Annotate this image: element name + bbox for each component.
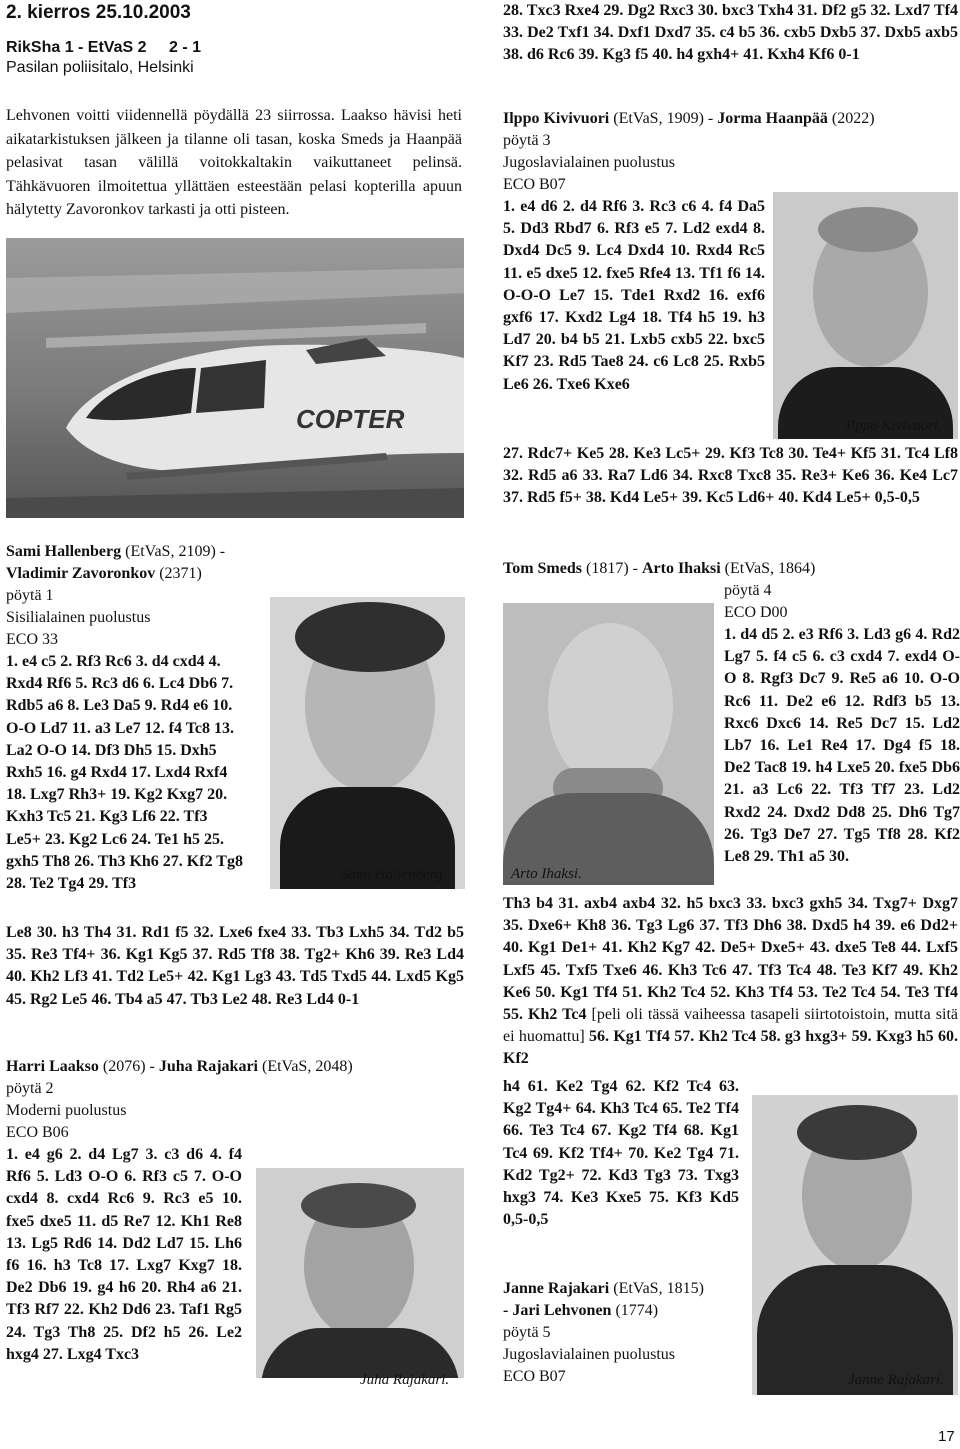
game1-eco: ECO 33 — [6, 631, 58, 648]
game4-players — [503, 558, 958, 580]
game5-board: pöytä 5 — [503, 1324, 551, 1341]
kivivuori-photo — [773, 192, 958, 439]
game3-players — [503, 108, 958, 130]
game4-moves-continued — [503, 893, 958, 1071]
game2-eco: ECO B06 — [6, 1124, 69, 1141]
game3-white: Ilppo Kivivuori — [503, 110, 610, 127]
hallenberg-photo — [270, 597, 465, 889]
game3-board: pöytä 3 — [503, 132, 551, 149]
page-header — [6, 0, 466, 78]
kivivuori-caption: Ilppo Kivivuori. — [846, 418, 942, 434]
rajakari-photo — [256, 1168, 464, 1378]
match-line — [6, 38, 466, 58]
match-venue: Pasilan poliisitalo, Helsinki — [6, 59, 194, 76]
game2-black-info: (EtVaS, 2048) — [258, 1058, 353, 1075]
game4-black-info: (EtVaS, 1864) — [720, 560, 816, 577]
game1-block — [6, 541, 276, 895]
ihaksi-caption: Arto Ihaksi. — [511, 866, 582, 882]
game2-white: Harri Laakso — [6, 1058, 99, 1075]
game3-moves-continued: 27. Rdc7+ Ke5 28. Ke3 Lc5+ 29. Kf3 Tc8 30. Te4+ Kf5 31. Tc4 Lf8 32. Rd5 a6 33. Ra7 Ld6 34. Rxc8 Txc8 35. Re3+ Ke6 36. Ke4 Lc7 37. Rd5 f5+ 38. Kd4 Le5+ 39. Kc5 Ld6+ 40. Kd4 Le5+ 0,5-0,5 — [503, 445, 958, 507]
game3-white-info: (EtVaS, 1909) - — [609, 110, 718, 127]
match-name: RikSha 1 - EtVaS 2 — [6, 39, 147, 56]
game3-black-info: (2022) — [827, 110, 875, 127]
game4-white: Tom Smeds — [503, 560, 582, 577]
game5-white: Janne Rajakari — [503, 1280, 610, 1297]
helicopter-icon — [6, 238, 464, 518]
game2-black: Juha Rajakari — [158, 1058, 258, 1075]
hallenberg-caption: Sami Hallenberg. — [341, 867, 447, 883]
game4-board: pöytä 4 — [724, 582, 772, 599]
match-score: 2 - 1 — [168, 39, 201, 56]
game1-board: pöytä 1 — [6, 587, 54, 604]
game5-white-info: (EtVaS, 1815) — [609, 1280, 704, 1297]
game1-black-info: (2371) — [155, 565, 202, 582]
game2-board: pöytä 2 — [6, 1080, 54, 1097]
game4-white-info: (1817) - — [581, 560, 642, 577]
game1-white-info: (EtVaS, 2109) - — [121, 543, 226, 560]
game5-black-info: (1774) — [611, 1302, 659, 1319]
game5-black: - Jari Lehvonen — [503, 1302, 612, 1319]
helicopter-photo — [6, 238, 464, 518]
janne-rajakari-caption: Janne Rajakari. — [848, 1372, 944, 1388]
game2-white-info: (2076) - — [98, 1058, 159, 1075]
game4-black: Arto Ihaksi — [641, 560, 721, 577]
game4-moves-wide: Th3 b4 31. axb4 axb4 32. h5 bxc3 33. bxc3 gxh5 34. Txg7+ Dxg7 35. Dxe6+ Kh8 36. Tg3 Lg6 37. Tf3 Dh6 38. Dxd5 h4 39. e6 Dd2+ 40. Kg1 De1+ 41. Kh2 Kg7 42. De5+ Dxe5+ 43. dxe5 Te8 44. Lxf5 Lxf5 45. Txf5 Txe6 46. Kh3 Tc6 47. Tf3 Tc4 48. Te3 Kf7 49. Kh2 Ke6 50. Kg1 Tf4 51. Kh2 Tc4 52. Kh3 Tf4 53. Te2 Tc4 54. Te3 Tf4 55. Kh2 Tc4 — [503, 895, 958, 1024]
game3-opening: Jugoslavialainen puolustus — [503, 154, 675, 171]
rajakari-caption: Juha Rajakari. — [360, 1372, 450, 1388]
intro-paragraph: Lehvonen voitti viidennellä pöydällä 23 siirrossa. Laakso hävisi heti aikatarkistuksen jälkeen ja tilanne oli tasan, koska Smeds ja Haanpää pelasivat tasan välillä voitokkaltakin vaikuttaneet pelinsä. Tähkävuoren ilmoitettua yllättäen esteestään pelasi kopterilla apuun hälytetty Zavoronkov tarkasti ja otti pisteen. — [6, 107, 462, 219]
ihaksi-photo — [503, 603, 714, 885]
page-number: 17 — [938, 1428, 955, 1445]
game5-opening: Jugoslavialainen puolustus — [503, 1346, 675, 1363]
game5-eco: ECO B07 — [503, 1368, 566, 1385]
game4-block — [724, 580, 960, 868]
game1-black: Vladimir Zavoronkov — [6, 565, 156, 582]
game3-moves: 1. e4 d6 2. d4 Rf6 3. Rc3 c6 4. f4 Da5 5. Dd3 Rbd7 6. Rf3 e5 7. Ld2 exd4 8. Dxd4 Dc5 9. Lc4 Dxd4 10. Rxd4 Rc5 11. e5 dxe5 12. fxe5 Rfe4 13. Tf1 f6 14. O-O-O Le7 15. Tde1 Rxd2 16. exf6 gxf6 17. Kxd2 Lg4 18. Tf4 h5 19. h3 Ld7 20. b4 b5 21. Lxb5 cxb5 22. bxc5 Kf7 23. Rd5 Tae8 24. c6 Lc8 25. Rxb5 Le6 26. Txe6 Kxe6 — [503, 198, 765, 393]
janne-rajakari-photo — [752, 1095, 958, 1395]
game1-moves-continued: Le8 30. h3 Th4 31. Rd1 f5 32. Lxe6 fxe4 33. Tb3 Lxh5 34. Td2 b5 35. Re3 Tf4+ 36. Kg1 Kg5 37. Rd5 Tf8 38. Tg2+ Kh6 39. Re3 Ld4 40. Kh2 Lf3 41. Td2 Le5+ 42. Kg1 Lg3 43. Td5 Txd5 44. Lxd5 Kg5 45. Rg2 Le5 46. Tb4 a5 47. Tb3 Le2 48. Re3 Ld4 0-1 — [6, 924, 464, 1008]
game1-players-2 — [6, 563, 276, 585]
game4-moves-tail: h4 61. Ke2 Tg4 62. Kf2 Tc4 63. Kg2 Tg4+ 64. Kh3 Tc4 65. Te2 Tf4 66. Te3 Tc4 67. Kg2 Tf4 68. Kg1 Tc4 69. Kf2 Tf4+ 70. Ke2 Tg4 71. Kd2 Tg2+ 72. Kd3 Tg3 73. Txg3 hxg3 74. Ke3 Kxe5 75. Kf3 Kd5 0,5-0,5 — [503, 1078, 739, 1229]
game1-opening: Sisilialainen puolustus — [6, 609, 151, 626]
game4-moves: 1. d4 d5 2. e3 Rf6 3. Ld3 g6 4. Rd2 Lg7 5. f4 c5 6. c3 cxd4 7. exd4 O-O 8. Rgf3 Dc7 9. Re5 a6 10. O-O Rc6 11. De2 e6 12. Rdf3 b5 13. Rxc6 Dxc6 14. Re5 Dc7 15. Ld2 Lb7 16. Le1 Re4 17. Dg4 f5 18. De2 Tac8 19. h4 Lxe5 20. fxe5 Db6 21. a3 Lc6 22. Tf3 Tf7 23. Ld2 Rxd2 24. Dxd2 Dd8 25. Dh6 Tg7 26. Tg3 De7 27. Tg5 Tf8 28. Kf2 Le8 29. Th1 a5 30. — [724, 626, 960, 866]
game1-white: Sami Hallenberg — [6, 543, 122, 560]
game4-moves-after: 56. Kg1 Tf4 57. Kh2 Tc4 58. g3 hxg3+ 59. Kxg3 h5 60. Kf2 — [503, 1028, 958, 1068]
game1-players-1 — [6, 541, 276, 563]
game4-eco: ECO D00 — [724, 604, 788, 621]
game2-moves-continued: 28. Txc3 Rxe4 29. Dg2 Rxc3 30. bxc3 Txh4 31. Df2 g5 32. Lxd7 Tf4 33. De2 Txf1 34. Dxf1 Dxd7 35. c4 b5 36. cxb5 Dxb5 37. Dxb5 axb5 38. d6 Rc6 39. Kg3 f5 40. h4 gxh4+ 41. Kxh4 Kf6 0-1 — [503, 2, 958, 64]
game4-comment: [peli oli tässä vaiheessa tasapeli siirtotoistoin, mutta sitä ei huomattu] — [503, 1006, 958, 1046]
round-title: 2. kierros 25.10.2003 — [6, 2, 191, 23]
game2-moves: 1. e4 g6 2. d4 Lg7 3. c3 d6 4. f4 Rf6 5. Ld3 O-O 6. Rf3 c5 7. O-O cxd4 8. cxd4 Rc6 9. Rc3 e5 10. fxe5 dxe5 11. d5 Re7 12. Kh1 Re8 13. Lg5 Rd6 14. Dd2 Ld7 15. Lh6 f6 16. h3 Tc8 17. Lxg7 Kxg7 18. De2 Db6 19. g4 h6 20. Rh4 a6 21. Tf3 Rf7 22. Kh2 Dd6 23. Taf1 Rg5 24. Tg3 Th8 25. Df2 h5 26. Le2 hxg4 27. Lxg4 Txc3 — [6, 1146, 242, 1363]
game4-heading — [503, 558, 958, 580]
game3-black: Jorma Haanpää — [717, 110, 828, 127]
svg-text:COPTER: COPTER — [296, 404, 405, 434]
game1-moves: 1. e4 c5 2. Rf3 Rc6 3. d4 cxd4 4. Rxd4 Rf6 5. Rc3 d6 6. Lc4 Db6 7. Rdb5 a6 8. Le3 Da5 9. Rd4 e6 10. O-O Ld7 11. a3 Le7 12. f4 Tc8 13. La2 O-O 14. Df3 Dh5 15. Dxh5 Rxh5 16. g4 Rxd4 17. Lxd4 Rxf4 18. Lxg7 Rh3+ 19. Kg2 Kxg7 20. Kxh3 Tc5 21. Kg3 Lf6 22. Tf3 Le5+ 23. Kg2 Lc6 24. Te1 h5 25. gxh5 Th8 26. Th3 Kh6 27. Kf2 Tg8 28. Te2 Tg4 29. Tf3 — [6, 653, 243, 893]
game2-opening: Moderni puolustus — [6, 1102, 127, 1119]
game3-eco: ECO B07 — [503, 176, 566, 193]
game2-players — [6, 1056, 466, 1078]
